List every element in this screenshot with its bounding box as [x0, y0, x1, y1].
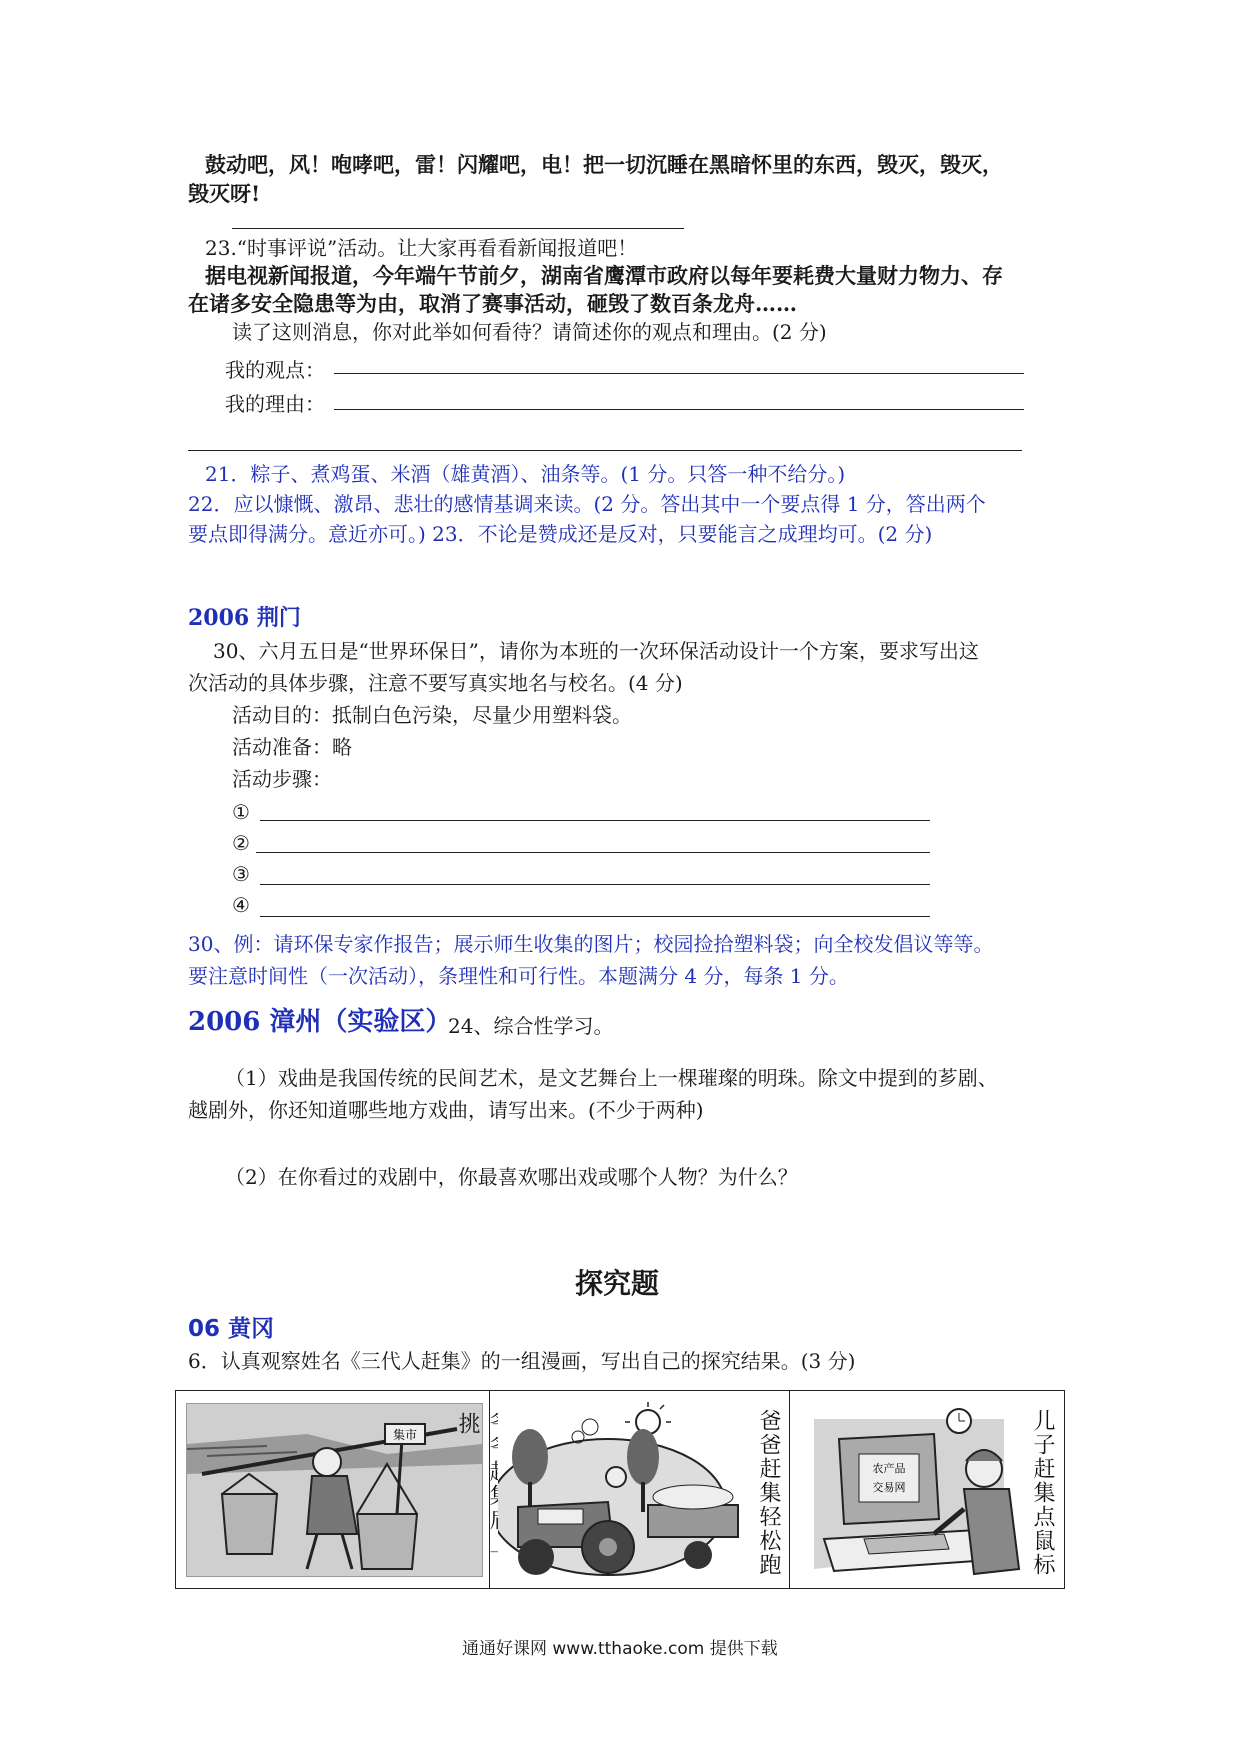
- step-blank-line-2: [256, 852, 930, 853]
- market-sign-text: 集市: [392, 1428, 418, 1442]
- reason-blank-line-2: [188, 450, 1022, 451]
- step-marker-4: ④: [232, 893, 250, 917]
- poem-line-1: 鼓动吧，风！咆哮吧，雷！闪耀吧，电！把一切沉睡在黑暗怀里的东西，毁灭，毁灭，: [205, 152, 1003, 177]
- son-using-computer-icon: [804, 1399, 1056, 1581]
- step-blank-line-1: [260, 820, 930, 821]
- section-title: 探究题: [575, 1267, 660, 1300]
- step-marker-3: ③: [232, 862, 250, 886]
- q23-title: 23.“时事评说”活动。让大家再看看新闻报道吧！: [205, 236, 638, 260]
- q23-prompt: 读了这则消息，你对此举如何看待？请简述你的观点和理由。(2 分): [232, 320, 827, 344]
- activity-goal: 活动目的：抵制白色污染，尽量少用塑料袋。: [232, 703, 632, 727]
- screen-text-2: 交易网: [872, 1481, 906, 1494]
- viewpoint-label: 我的观点：: [225, 358, 325, 382]
- q24-part-1-line-1: （1）戏曲是我国传统的民间艺术，是文艺舞台上一棵璀璨的明珠。除文中提到的芗剧、: [225, 1066, 998, 1090]
- q24-title: 24、综合性学习。: [448, 1014, 614, 1038]
- poem-line-2: 毁灭呀!: [188, 181, 261, 206]
- jingmen-heading: 2006 荆门: [188, 605, 301, 631]
- reason-label: 我的理由：: [225, 392, 325, 416]
- activity-prep: 活动准备：略: [232, 735, 352, 759]
- answer-30-line-1: 30、例：请环保专家作报告；展示师生收集的图片；校园捡拾塑料袋；向全校发倡议等等。: [188, 932, 994, 956]
- panel-3-caption: 儿子赶集点鼠标: [1030, 1409, 1055, 1577]
- q24-part-2: （2）在你看过的戏剧中，你最喜欢哪出戏或哪个人物？为什么？: [225, 1165, 798, 1189]
- step-blank-line-4: [260, 916, 930, 917]
- cartoon-panel-father: [498, 1397, 781, 1581]
- cartoon-table: [175, 1390, 1065, 1589]
- q30-line-1: 30、六月五日是“世界环保日”，请你为本班的一次环保活动设计一个方案，要求写出这: [213, 639, 979, 663]
- viewpoint-blank-line: [334, 373, 1024, 374]
- panel-2-caption: 爸爸赶集轻松跑: [756, 1409, 781, 1577]
- step-marker-1: ①: [232, 800, 250, 824]
- reason-blank-line: [334, 409, 1024, 410]
- answer-30-line-2: 要注意时间性（一次活动），条理性和可行性。本题满分 4 分，每条 1 分。: [188, 964, 849, 988]
- answer-blank-line: [232, 228, 684, 229]
- answer-21: 21．粽子、煮鸡蛋、米酒（雄黄酒）、油条等。(1 分。只答一种不给分。): [205, 462, 846, 486]
- panel-1-caption: 挑: [455, 1412, 480, 1436]
- q24-part-1-line-2: 越剧外，你还知道哪些地方戏曲，请写出来。(不少于两种): [188, 1098, 704, 1122]
- activity-steps-label: 活动步骤：: [232, 767, 332, 791]
- answer-22-line-1: 22．应以慷慨、激昂、悲壮的感情基调来读。(2 分。答出其中一个要点得 1 分，答出两个: [188, 492, 986, 516]
- q23-news-line-1: 据电视新闻报道，今年端午节前夕，湖南省鹰潭市政府以每年要耗费大量财力物力、存: [205, 263, 1003, 288]
- cartoon-divider-2: [789, 1391, 790, 1588]
- answer-22-23-line-2: 要点即得满分。意近亦可。) 23．不论是赞成还是反对，只要能言之成理均可。(2 分): [188, 522, 933, 546]
- step-marker-2: ②: [232, 831, 250, 855]
- cartoon-panel-son: [804, 1399, 1056, 1581]
- screen-text: 农产品: [872, 1462, 906, 1475]
- cartoon-panel-grandfather: [186, 1403, 483, 1577]
- q23-news-line-2: 在诸多安全隐患等为由，取消了赛事活动，砸毁了数百条龙舟……: [188, 291, 797, 316]
- q30-line-2: 次活动的具体步骤，注意不要写真实地名与校名。(4 分): [188, 671, 683, 695]
- grandfather-carrying-baskets-icon: [187, 1404, 482, 1576]
- page-footer: 通通好课网 www.tthaoke.com 提供下载: [462, 1639, 778, 1659]
- huanggang-heading: 06 黄冈: [188, 1316, 275, 1342]
- step-blank-line-3: [260, 884, 930, 885]
- q6-text: 6．认真观察姓名《三代人赶集》的一组漫画，写出自己的探究结果。(3 分): [188, 1349, 856, 1373]
- zhangzhou-heading: 2006 漳州（实验区）: [188, 1007, 452, 1037]
- father-driving-tractor-icon: [498, 1397, 781, 1581]
